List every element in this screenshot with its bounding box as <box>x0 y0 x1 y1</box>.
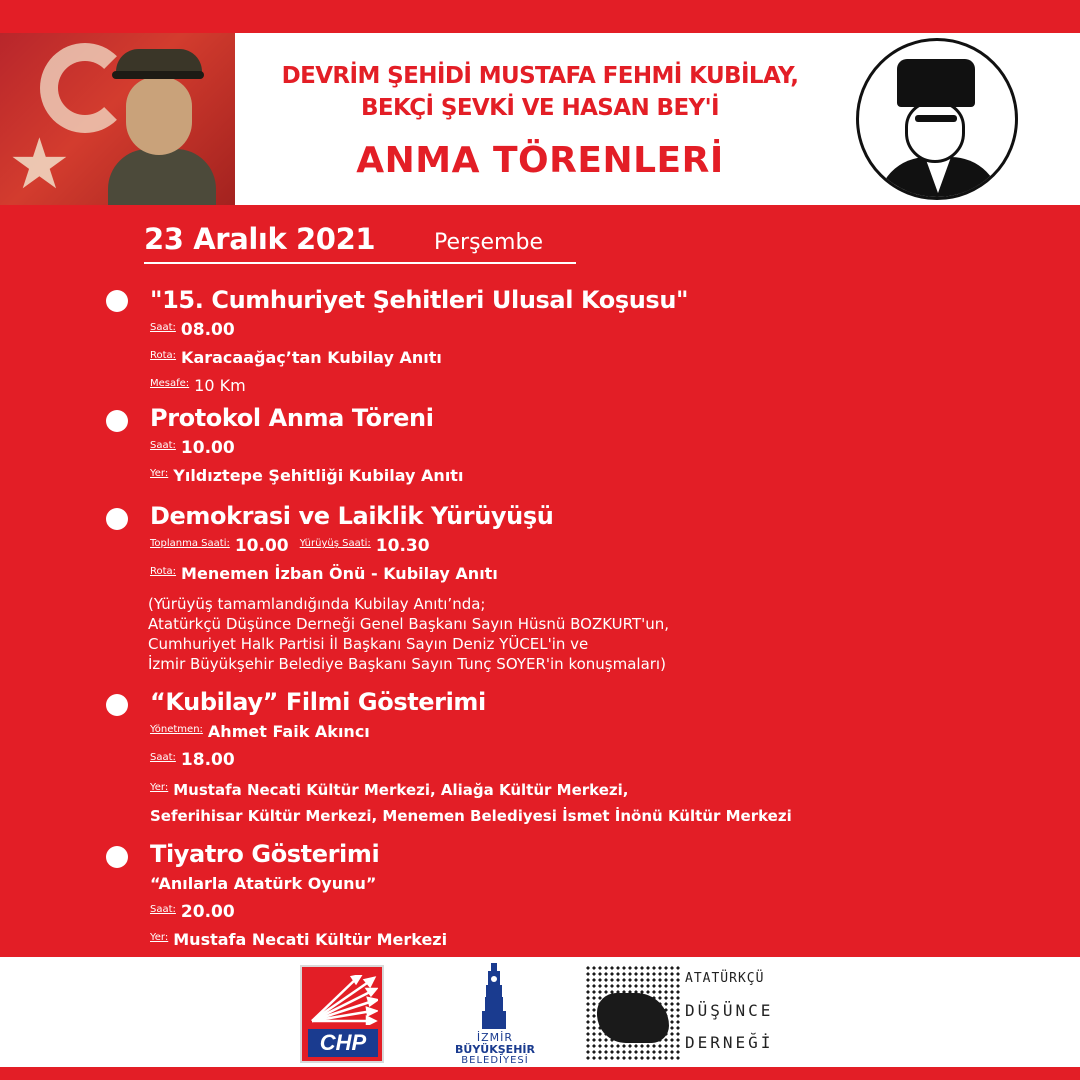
six-arrows-icon <box>308 975 378 1025</box>
event-row-saat: $^{Saat:}$ 10.00 <box>150 438 235 458</box>
footer-logos <box>0 957 1080 1067</box>
event-title: Demokrasi ve Laiklik Yürüyüşü <box>150 502 554 530</box>
event-title: “Kubilay” Filmi Gösterimi <box>150 688 486 716</box>
event-row-mesafe: $^{Mesafe:}$ 10 Km <box>150 376 246 395</box>
add-logo <box>585 963 785 1063</box>
event-title: Tiyatro Gösterimi <box>150 840 380 868</box>
clock-tower-icon <box>480 963 508 1029</box>
event-note: (Yürüyüş tamamlandığında Kubilay Anıtı’nda; Atatürkçü Düşünce Derneği Genel Başkanı Sayın Hüsnü BOZKURT'un, Cumhuriyet Halk Partisi İl Başkanı Sayın Deniz YÜCEL'in ve İzmir Büyükşehir Belediye Başkanı Sayın Tunç SOYER'in konuşmaları) <box>148 595 670 673</box>
kubilay-photo <box>0 33 235 205</box>
event-row-saatler: $^{Toplanma Saati:}$ 10.00 $^{Yürüyüş Saati:}$ 10.30 <box>150 536 430 556</box>
add-name: ATATÜRKÇÜ DÜŞÜNCE DERNEĞİ <box>685 971 774 1052</box>
event-row-rota: $^{Rota:}$ Karacaağaç’tan Kubilay Anıtı <box>150 348 442 367</box>
bullet-icon <box>106 846 128 868</box>
event-row-yer: $^{Yer:}$ Mustafa Necati Kültür Merkezi, Aliağa Kültür Merkezi, <box>150 781 629 799</box>
header-banner <box>0 33 1080 205</box>
bottom-stripe <box>0 1067 1080 1080</box>
date-day: Perşembe <box>434 230 543 255</box>
event-subtitle: “Anılarla Atatürk Oyunu” <box>150 874 377 893</box>
event-row-saat: $^{Saat:}$ 08.00 <box>150 320 235 340</box>
page-title <box>235 33 845 205</box>
bullet-icon <box>106 410 128 432</box>
bullet-icon <box>106 694 128 716</box>
bullet-icon <box>106 290 128 312</box>
chp-label: CHP <box>308 1029 378 1057</box>
event-row-rota: $^{Rota:}$ Menemen İzban Önü - Kubilay Anıtı <box>150 564 498 583</box>
event-row-saat: $^{Saat:}$ 20.00 <box>150 902 235 922</box>
title-line-1: DEVRİM ŞEHİDİ MUSTAFA FEHMİ KUBİLAY, <box>281 63 799 89</box>
event-row-yer-cont: Seferihisar Kültür Merkezi, Menemen Belediyesi İsmet İnönü Kültür Merkezi <box>150 807 792 825</box>
ataturk-silhouette-icon <box>597 993 669 1043</box>
izmir-text-1: İZMİR <box>476 1031 514 1044</box>
title-main: ANMA TÖRENLERİ <box>356 140 724 181</box>
event-row-saat: $^{Saat:}$ 18.00 <box>150 750 235 770</box>
flag-star-icon: ★ <box>8 123 71 205</box>
bullet-icon <box>106 508 128 530</box>
event-row-yer: $^{Yer:}$ Mustafa Necati Kültür Merkezi <box>150 930 448 949</box>
soldier-portrait <box>108 41 218 205</box>
event-title: "15. Cumhuriyet Şehitleri Ulusal Koşusu" <box>150 286 689 314</box>
date-heading <box>144 222 576 264</box>
date-main: 23 Aralık 2021 <box>144 222 376 256</box>
event-row-yer: $^{Yer:}$ Yıldıztepe Şehitliği Kubilay Anıtı <box>150 466 464 485</box>
ataturk-portrait <box>856 38 1018 200</box>
title-line-2: BEKÇİ ŞEVKİ VE HASAN BEY'İ <box>360 95 720 121</box>
event-title: Protokol Anma Töreni <box>150 404 434 432</box>
izmir-text-3: BELEDİYESİ <box>461 1055 529 1066</box>
chp-logo <box>300 965 384 1063</box>
top-stripe <box>0 0 1080 33</box>
izmir-bb-logo <box>450 961 540 1065</box>
izmir-text-2: BÜYÜKŞEHİR <box>455 1043 535 1056</box>
event-row-yonetmen: $^{Yönetmen:}$ Ahmet Faik Akıncı <box>150 722 370 741</box>
